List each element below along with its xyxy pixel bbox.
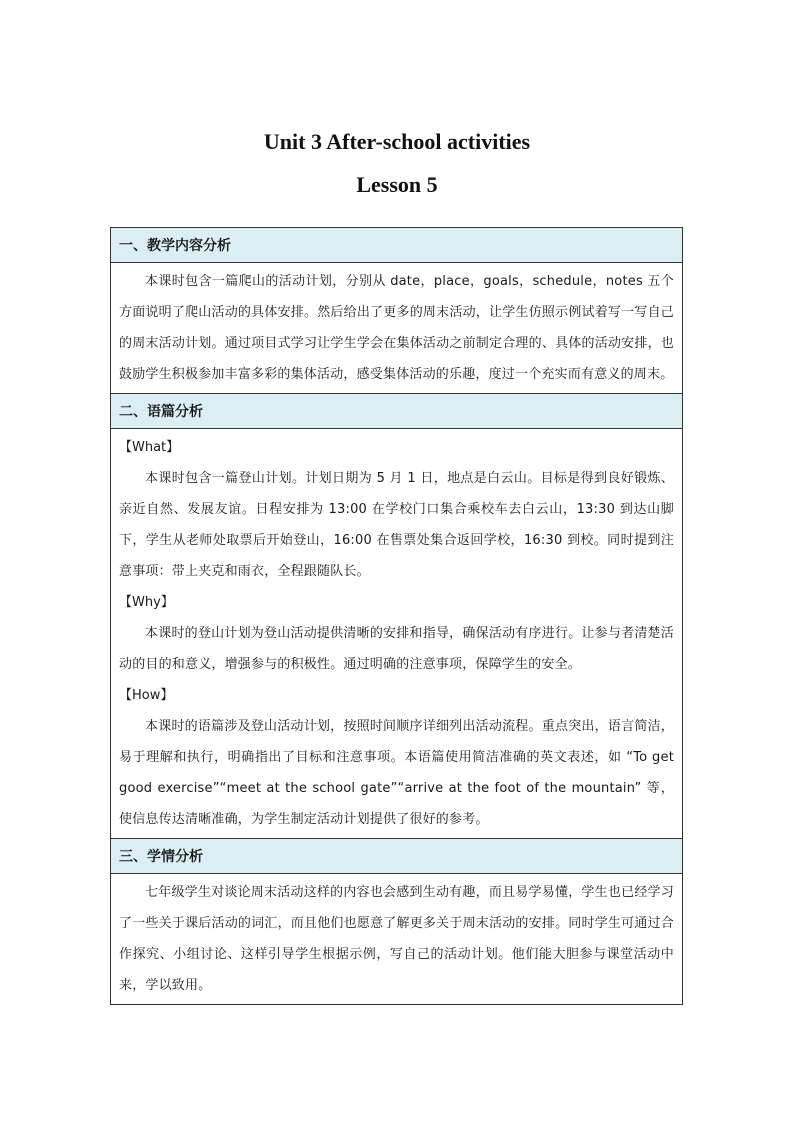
what-paragraph: 本课时包含一篇登山计划。计划日期为 5 月 1 日，地点是白云山。目标是得到良好锻炼、亲近自然、发展友谊。日程安排为 13:00 在学校门口集合乘校车去白云山，13:30 到达山脚下，学生从老师处取票后开始登山，16:00 在售票处集合返回学校，16:30 到校。同时提到注意事项：带上夹克和雨衣，全程跟随队长。 [119, 471, 674, 579]
section-body-row [111, 263, 683, 394]
what-label: 【What】 [119, 440, 180, 455]
section-body-row [111, 429, 683, 839]
section-header-row [111, 394, 683, 429]
section-body-content-analysis [111, 263, 683, 394]
lesson-plan-table [110, 227, 683, 1005]
section-heading-text-analysis: 二、语篇分析 [111, 394, 683, 429]
unit-title: Unit 3 After-school activities [263, 129, 531, 154]
section-header-row [111, 839, 683, 874]
section-body-row [111, 874, 683, 1005]
section-header-row [111, 228, 683, 263]
student-analysis-paragraph: 七年级学生对谈论周末活动这样的内容也会感到生动有趣，而且易学易懂，学生也已经学习了一些关于课后活动的词汇，而且他们也愿意了解更多关于周末活动的安排。同时学生可通过合作探究、小组讨论、这样引导学生根据示例，写自己的活动计划。他们能大胆参与课堂活动中来，学以致用。 [119, 885, 674, 993]
section-body-text-analysis [111, 429, 683, 839]
content-analysis-paragraph: 本课时包含一篇爬山的活动计划，分别从 date，place，goals，schedule，notes 五个方面说明了爬山活动的具体安排。然后给出了更多的周末活动，让学生仿照示例试着写一写自己的周末活动计划。通过项目式学习让学生学会在集体活动之前制定合理的、具体的活动安排，也鼓励学生积极参加丰富多彩的集体活动，感受集体活动的乐趣，度过一个充实而有意义的周末。 [119, 274, 674, 382]
why-label: 【Why】 [119, 595, 174, 610]
section-heading-student-analysis: 三、学情分析 [111, 839, 683, 874]
section-heading-content-analysis: 一、教学内容分析 [111, 228, 683, 263]
why-paragraph: 本课时的登山计划为登山活动提供清晰的安排和指导，确保活动有序进行。让参与者清楚活动的目的和意义，增强参与的积极性。通过明确的注意事项，保障学生的安全。 [119, 626, 674, 672]
section-body-student-analysis [111, 874, 683, 1005]
how-label: 【How】 [119, 688, 174, 703]
how-paragraph: 本课时的语篇涉及登山活动计划，按照时间顺序详细列出活动流程。重点突出，语言简洁，易于理解和执行，明确指出了目标和注意事项。本语篇使用简洁准确的英文表述，如 “To get good exercise”“meet at the school gate”“arrive at the foot of the mountain” 等，使信息传达清晰准确，为学生制定活动计划提供了很好的参考。 [119, 719, 674, 827]
lesson-title: Lesson 5 [356, 172, 438, 197]
